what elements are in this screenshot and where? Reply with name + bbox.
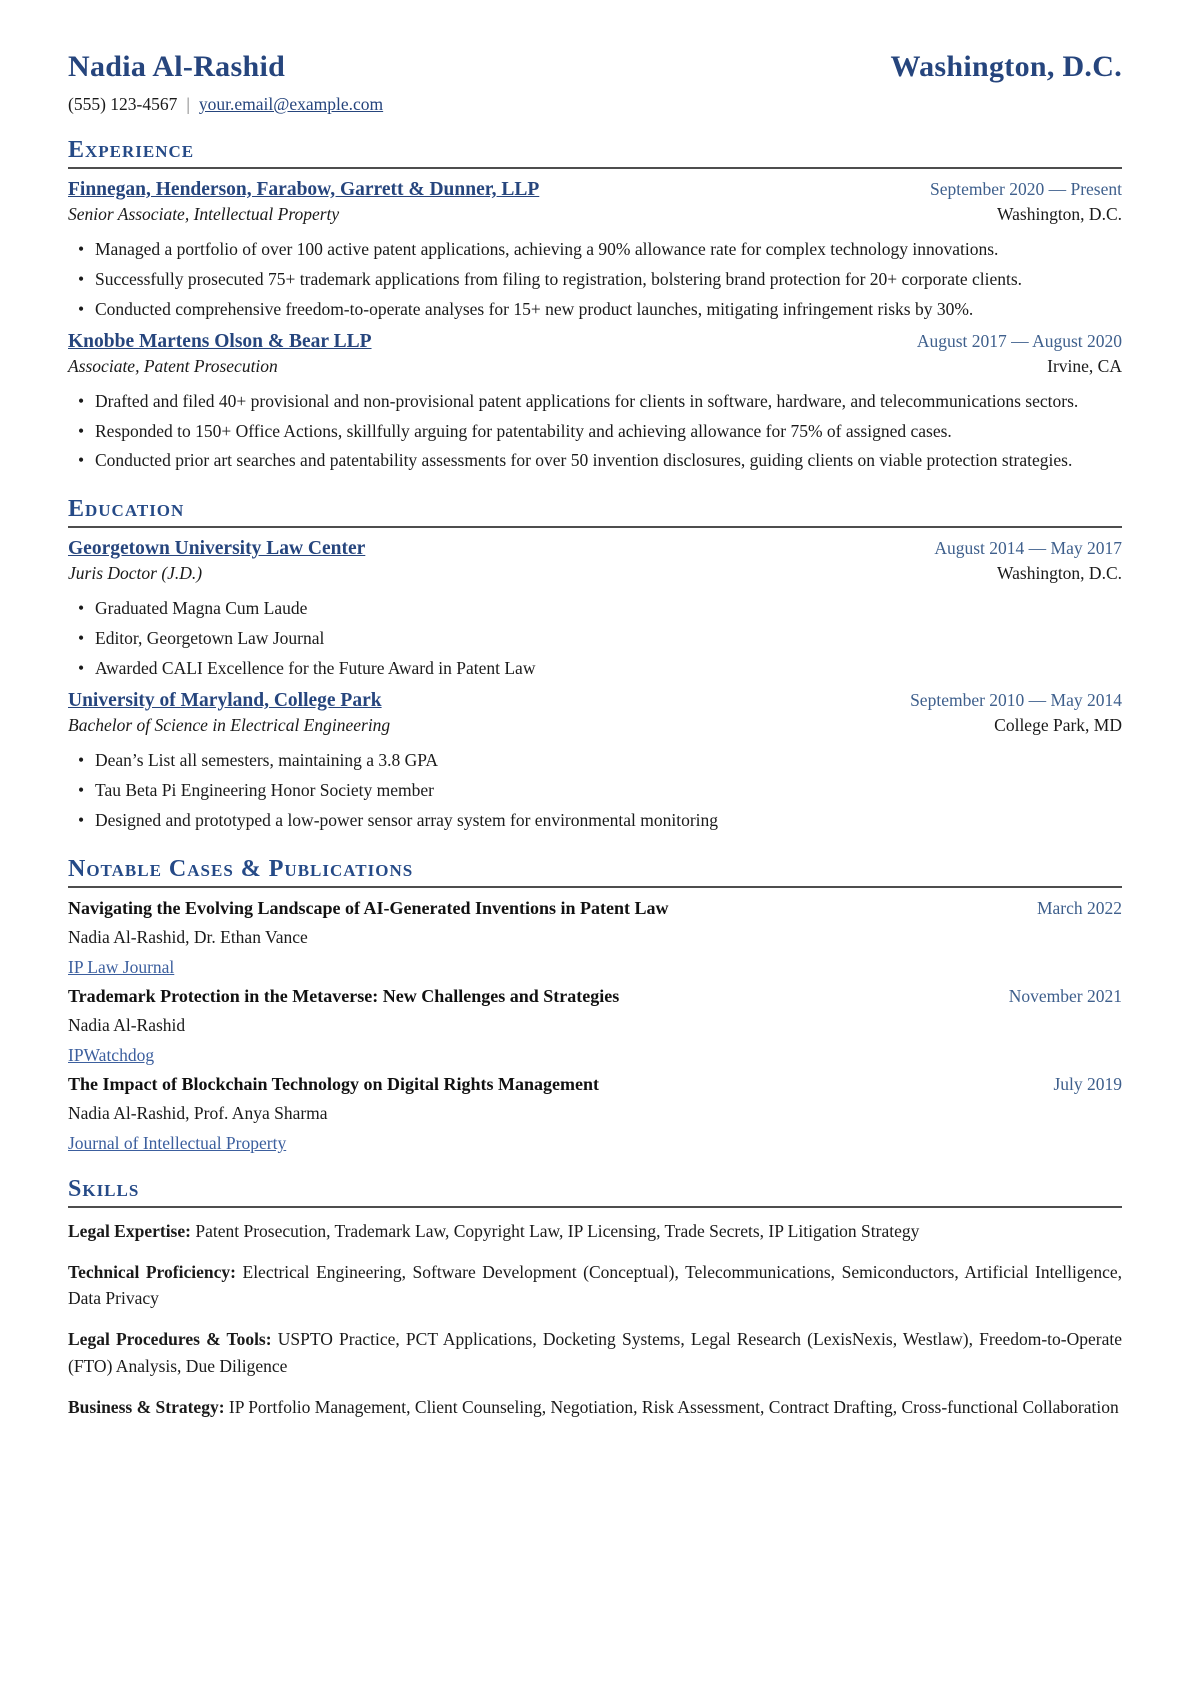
job-title: Associate, Patent Prosecution [68, 355, 278, 376]
entry-head [68, 179, 1122, 201]
skill-group-items: USPTO Practice, PCT Applications, Docketing Systems, Legal Research (LexisNexis, Westlaw), Freedom-to-Operate (FTO) Analysis, Due Diligence [68, 1329, 1122, 1376]
entry-head [68, 538, 1122, 560]
company-link[interactable]: Knobbe Martens Olson & Bear LLP [68, 330, 372, 352]
job-title: Senior Associate, Intellectual Property [68, 204, 340, 224]
bullet-item: • Awarded CALI Excellence for the Future Award in Patent Law [95, 656, 1122, 682]
section-skills [68, 1176, 1122, 1421]
skill-group [68, 1218, 1122, 1244]
publication-authors: Nadia Al-Rashid, Dr. Ethan Vance [68, 926, 308, 947]
skill-group-items: IP Portfolio Management, Client Counseling, Negotiation, Risk Assessment, Contract Drafting, Cross-functional Collaboration [228, 1396, 1119, 1417]
entry-location: Irvine, CA [1047, 355, 1122, 376]
section-title-education: Education [68, 496, 1122, 528]
entry-dates: September 2020 — Present [930, 179, 1122, 199]
bullet-item: • Designed and prototyped a low-power sensor array system for environmental monitoring [95, 808, 1122, 834]
degree: Bachelor of Science in Electrical Engineering [68, 715, 391, 736]
section-title-publications: Notable Cases & Publications [68, 856, 1122, 888]
contact-row [68, 94, 1122, 115]
publication-date: March 2022 [1036, 897, 1122, 918]
experience-entry [68, 179, 1122, 323]
publication-date: November 2021 [1008, 985, 1122, 1006]
publication-entry [68, 1074, 1122, 1154]
person-name: Nadia Al-Rashid [68, 50, 286, 83]
publication-entry [68, 986, 1122, 1066]
bullet-list [68, 596, 1122, 682]
section-title-skills: Skills [68, 1176, 1122, 1208]
bullet-list [68, 237, 1122, 323]
email-link[interactable]: your.email@example.com [198, 94, 384, 114]
section-education [68, 496, 1122, 833]
bullet-item: • Editor, Georgetown Law Journal [95, 626, 1122, 652]
bullet-item: • Dean’s List all semesters, maintaining a 3.8 GPA [95, 748, 1122, 774]
entry-sub [68, 563, 1122, 584]
bullet-list [68, 748, 1122, 834]
publication-title: The Impact of Blockchain Technology on Digital Rights Management [68, 1073, 600, 1094]
experience-entry [68, 331, 1122, 475]
publication-entry [68, 898, 1122, 978]
entry-sub [68, 715, 1122, 736]
publication-title: Trademark Protection in the Metaverse: New Challenges and Strategies [68, 985, 620, 1006]
entry-head [68, 331, 1122, 353]
entry-dates: August 2014 — May 2017 [934, 538, 1122, 559]
skill-group-items: Electrical Engineering, Software Development (Conceptual), Telecommunications, Semiconductors, Artificial Intelligence, Data Privacy [68, 1261, 1122, 1309]
skill-group [68, 1259, 1122, 1312]
entry-location: Washington, D.C. [997, 563, 1122, 584]
bullet-list [68, 389, 1122, 475]
phone-number: (555) 123-4567 [68, 94, 178, 114]
publication-head [68, 898, 1122, 919]
bullet-item: • Conducted comprehensive freedom-to-operate analyses for 15+ new product launches, mitigating infringement risks by 30%. [95, 297, 1122, 323]
skill-group-label: Legal Procedures & Tools: [68, 1329, 272, 1350]
publication-authors: Nadia Al-Rashid [68, 1014, 186, 1035]
education-entry [68, 690, 1122, 834]
entry-location: Washington, D.C. [997, 204, 1122, 224]
degree: Juris Doctor (J.D.) [68, 563, 203, 584]
entry-sub [68, 356, 1122, 377]
entry-location: College Park, MD [994, 715, 1122, 736]
skill-group [68, 1326, 1122, 1379]
header [68, 50, 1122, 84]
entry-sub [68, 204, 1122, 225]
header-location: Washington, D.C. [890, 50, 1122, 83]
education-entry [68, 538, 1122, 682]
publication-head [68, 986, 1122, 1007]
bullet-item: • Conducted prior art searches and patentability assessments for over 50 invention disclosures, guiding clients on viable protection strategies. [95, 448, 1122, 474]
school-link[interactable]: Georgetown University Law Center [68, 538, 366, 560]
bullet-item: • Managed a portfolio of over 100 active patent applications, achieving a 90% allowance rate for complex technology innovations. [95, 237, 1122, 263]
skill-group-label: Technical Proficiency: [68, 1261, 236, 1282]
bullet-item: • Graduated Magna Cum Laude [95, 596, 1122, 622]
entry-dates: September 2010 — May 2014 [910, 690, 1122, 711]
publication-date: July 2019 [1053, 1073, 1122, 1094]
section-experience [68, 137, 1122, 474]
publication-head [68, 1074, 1122, 1095]
publication-title: Navigating the Evolving Landscape of AI-Generated Inventions in Patent Law [68, 897, 669, 918]
entry-head [68, 690, 1122, 712]
bullet-item: • Responded to 150+ Office Actions, skillfully arguing for patentability and achieving allowance for 75% of assigned cases. [95, 419, 1122, 445]
entry-dates: August 2017 — August 2020 [916, 330, 1122, 351]
publication-authors: Nadia Al-Rashid, Prof. Anya Sharma [68, 1102, 328, 1123]
skill-group-label: Legal Expertise: [68, 1220, 191, 1241]
bullet-item: • Drafted and filed 40+ provisional and non-provisional patent applications for clients in software, hardware, and telecommunications sectors. [95, 389, 1122, 415]
skill-group [68, 1394, 1122, 1420]
bullet-item: • Tau Beta Pi Engineering Honor Society member [95, 778, 1122, 804]
skill-group-label: Business & Strategy: [68, 1396, 225, 1417]
bullet-item: • Successfully prosecuted 75+ trademark applications from filing to registration, bolstering brand protection for 20+ corporate clients. [95, 267, 1122, 293]
section-title-experience: Experience [68, 137, 1122, 169]
contact-separator: | [186, 94, 190, 114]
skill-group-items: Patent Prosecution, Trademark Law, Copyright Law, IP Licensing, Trade Secrets, IP Litigation Strategy [195, 1220, 920, 1241]
publication-venue-link[interactable]: Journal of Intellectual Property [68, 1132, 287, 1153]
publication-venue-link[interactable]: IPWatchdog [68, 1044, 155, 1065]
section-publications [68, 856, 1122, 1154]
publication-venue-link[interactable]: IP Law Journal [68, 956, 175, 977]
company-link[interactable]: Finnegan, Henderson, Farabow, Garrett & Dunner, LLP [68, 179, 540, 200]
school-link[interactable]: University of Maryland, College Park [68, 690, 382, 712]
